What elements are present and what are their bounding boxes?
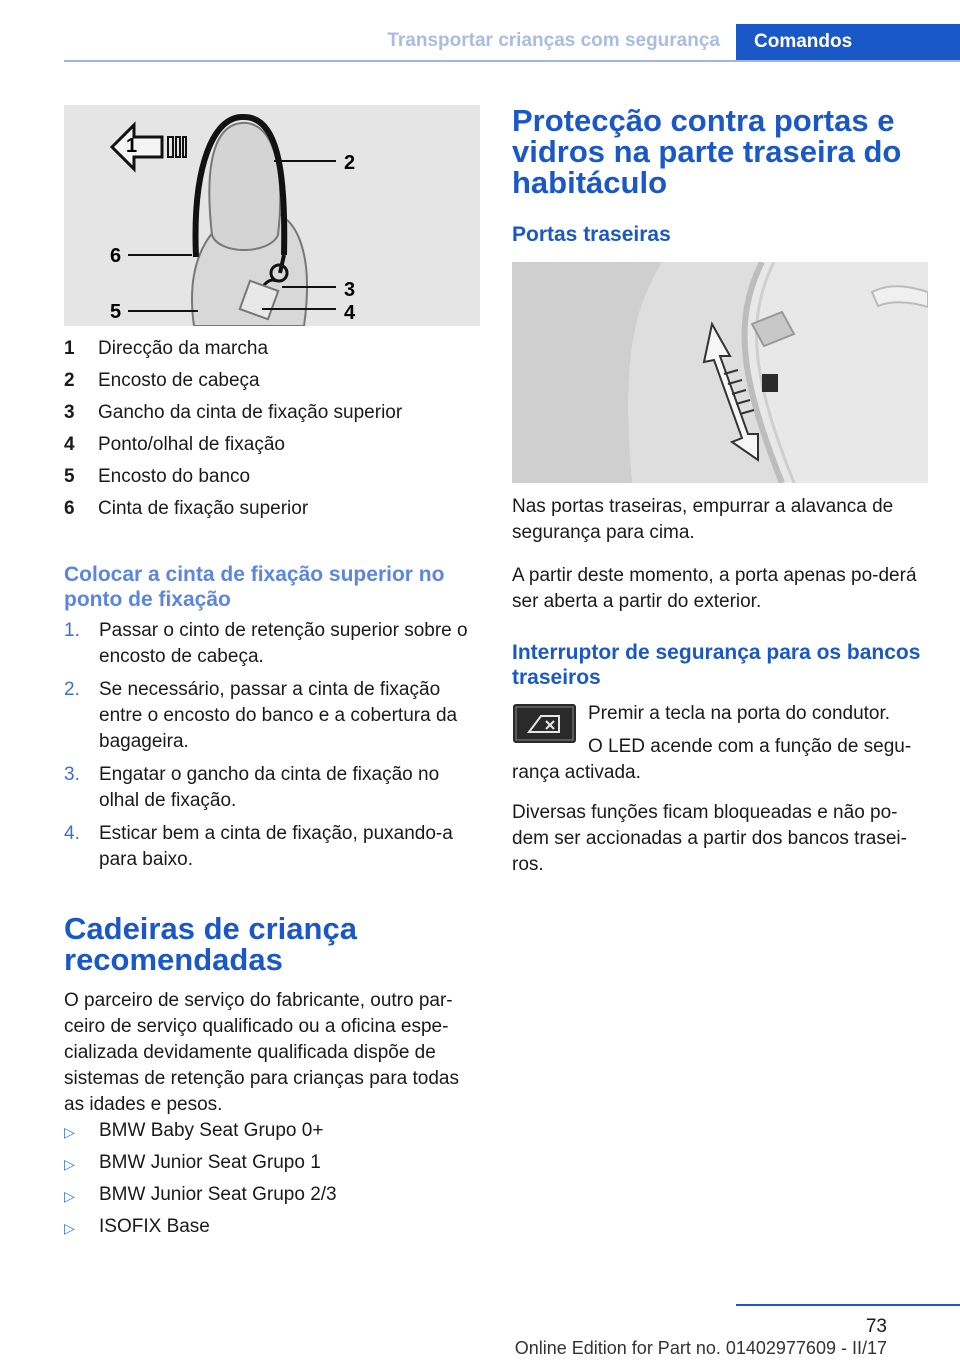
legend-item: 3 Gancho da cinta de fixação superior (64, 402, 403, 423)
attach-steps-list (64, 618, 480, 880)
legend-item: 1 Direcção da marcha (64, 338, 269, 359)
edition-note: Online Edition for Part no. 01402977609 - II/17 (514, 1338, 887, 1358)
legend-item: 2 Encosto de cabeça (64, 370, 260, 391)
callout-1: 1 (126, 135, 138, 157)
callout-6: 6 (110, 245, 122, 267)
page-number: 73 (865, 1316, 887, 1337)
triangle-bullet-icon: ▷ (64, 1188, 75, 1204)
header-rule (64, 60, 960, 62)
step-item: 4. Esticar bem a cinta de fixação, puxando-a para baixo. (64, 823, 453, 870)
protection-heading: Protecção contra portas e vidros na parte traseira do habitáculo (512, 103, 902, 200)
step-item: 1. Passar o cinto de retenção superior sobre o encosto de cabeça. (64, 620, 468, 667)
arrow-left-icon (112, 125, 186, 169)
rear-door-drawing (512, 262, 928, 483)
step-item: 3. Engatar o gancho da cinta de fixação no olhal de fixação. (64, 764, 440, 811)
list-item: ▷ ISOFIX Base (64, 1216, 210, 1237)
running-header-section: Transportar crianças com segurança (387, 30, 720, 51)
switch-heading: Interruptor de segurança para os bancos traseiros (512, 641, 921, 689)
switch-text-2: O LED acende com a função de segu-rança activada. (512, 736, 912, 783)
step-item: 2. Se necessário, passar a cinta de fixação entre o encosto do banco e a cobertura da bagageira. (64, 679, 458, 752)
callout-2: 2 (344, 152, 356, 174)
triangle-bullet-icon: ▷ (64, 1156, 75, 1172)
triangle-bullet-icon: ▷ (64, 1220, 75, 1236)
rear-doors-text-2: A partir deste momento, a porta apenas po-derá ser aberta a partir do exterior. (512, 565, 917, 612)
callout-5: 5 (110, 301, 122, 323)
rear-door-lock-illustration (512, 262, 928, 483)
triangle-bullet-icon: ▷ (64, 1124, 75, 1140)
seat-list (64, 1120, 480, 1248)
rear-doors-text-1: Nas portas traseiras, empurrar a alavanca de segurança para cima. (512, 496, 894, 543)
attach-tether-heading: Colocar a cinta de fixação superior no ponto de fixação (64, 563, 445, 611)
callout-4: 4 (344, 302, 356, 324)
recommended-seats-body: O parceiro de serviço do fabricante, outro par-ceiro de serviço qualificado ou a oficina espe-cializada devidamente qualificada dispõe de sistemas de retenção para crianças para todas as idades e pesos. (64, 990, 459, 1115)
legend-item: 6 Cinta de fixação superior (64, 498, 309, 519)
callout-3: 3 (344, 279, 356, 301)
switch-text-1: Premir a tecla na porta do condutor. (588, 703, 891, 724)
list-item: ▷ BMW Baby Seat Grupo 0+ (64, 1120, 324, 1141)
list-item: ▷ BMW Junior Seat Grupo 2/3 (64, 1184, 337, 1205)
legend-item: 4 Ponto/olhal de fixação (64, 434, 285, 455)
top-tether-illustration (64, 105, 480, 326)
rear-doors-heading: Portas traseiras (512, 223, 671, 246)
figure-legend (64, 338, 480, 530)
top-tether-drawing (64, 105, 480, 326)
running-header-chapter-tab: Comandos (736, 24, 960, 62)
list-item: ▷ BMW Junior Seat Grupo 1 (64, 1152, 321, 1173)
switch-text-3: Diversas funções ficam bloqueadas e não po-dem ser accionadas a partir dos bancos trasei-ros. (512, 802, 907, 875)
legend-item: 5 Encosto do banco (64, 466, 251, 487)
recommended-seats-heading: Cadeiras de criança recomendadas (64, 911, 357, 977)
footer-rule (736, 1304, 960, 1306)
